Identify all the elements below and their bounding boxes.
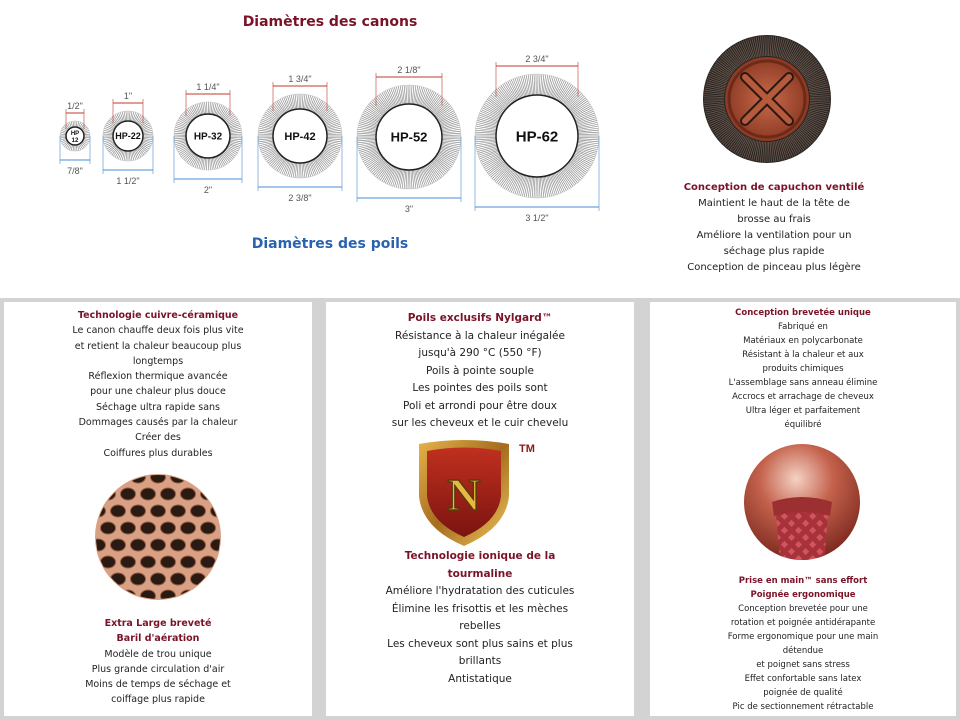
panel2-line: Poils à pointe souple	[426, 364, 534, 377]
panel3-line2: Effet confortable sans latex	[744, 674, 862, 684]
aeration-hole	[151, 539, 166, 551]
panel1-line2: coiffage plus rapide	[111, 694, 205, 706]
barrel-dimension-label: 1"	[123, 91, 133, 101]
panel1-line: Créer des	[135, 432, 181, 444]
panel3-heading: Conception brevetée unique	[735, 308, 871, 318]
vented-cap-line: Améliore la ventilation pour un	[696, 230, 852, 241]
logo-letter: N	[447, 469, 481, 520]
panel-copper-ceramic	[4, 302, 312, 716]
bristle-dimension-label: 2"	[203, 185, 213, 195]
brush-model-label: HP-32	[193, 131, 223, 143]
aeration-hole	[131, 539, 146, 551]
feature-panels	[0, 298, 960, 720]
panel3-heading2: Prise en main™ sans effort	[738, 576, 868, 586]
panel1-line: longtemps	[132, 355, 184, 367]
aeration-hole	[191, 539, 206, 551]
panel3-line2: et poignet sans stress	[756, 660, 850, 670]
panel3-heading2: Poignée ergonomique	[750, 590, 856, 600]
aeration-hole	[141, 522, 156, 534]
panel3-line2: Forme ergonomique pour une main	[727, 632, 879, 642]
aeration-hole	[161, 488, 176, 500]
bristle-dimension-label: 7/8"	[67, 166, 83, 176]
aeration-hole	[151, 472, 166, 483]
panel3-line: L'assemblage sans anneau élimine	[728, 378, 878, 388]
aeration-hole	[111, 573, 126, 585]
panel-nylgard	[326, 302, 634, 716]
aeration-hole	[181, 556, 196, 568]
aeration-hole	[221, 522, 224, 534]
bristle-dimension-label: 3 1/2"	[525, 213, 549, 223]
vented-cap-image	[700, 32, 834, 166]
aeration-hole	[121, 556, 136, 568]
bristle-dimension-label: 3"	[404, 204, 414, 214]
panel1-line2: Moins de temps de séchage et	[85, 679, 231, 691]
aeration-hole	[171, 505, 186, 517]
aeration-hole	[131, 573, 146, 585]
aeration-hole	[121, 522, 136, 534]
aeration-hole	[131, 505, 146, 517]
panel2-line2: Élimine les frisottis et les mèches	[391, 602, 569, 615]
aeration-hole	[151, 505, 166, 517]
panel3-line: Fabriqué en	[778, 322, 828, 332]
panel1-line: Le canon chauffe deux fois plus vite	[72, 325, 244, 337]
aeration-hole	[201, 590, 216, 602]
panel3-line2: détendue	[782, 646, 824, 656]
panel3-line2: Pic de sectionnement rétractable	[732, 702, 874, 712]
panel1-line: Coiffures plus durables	[103, 447, 213, 459]
aeration-hole	[191, 505, 206, 517]
panel-patented-design	[650, 302, 956, 716]
brush-model-label: HP-62	[515, 128, 559, 146]
aeration-hole	[191, 472, 206, 483]
panel2-heading: Poils exclusifs Nylgard™	[407, 312, 553, 324]
panel1-heading: Technologie cuivre-céramique	[77, 310, 239, 321]
nylgard-shield-logo	[414, 436, 544, 551]
panel3-line: Matériaux en polycarbonate	[743, 336, 863, 346]
panel3-line2: rotation et poignée antidérapante	[730, 618, 876, 628]
aeration-hole	[181, 488, 196, 500]
panel2-heading2: Technologie ionique de la	[404, 550, 556, 562]
aeration-hole	[93, 573, 106, 585]
panel3-line2: poignée de qualité	[763, 688, 843, 698]
brush-model-label: HP-52	[390, 129, 428, 145]
brush-model-label: HP-42	[284, 130, 316, 143]
panel1-heading2: Baril d'aération	[116, 633, 200, 645]
vented-cap-line: séchage plus rapide	[723, 246, 825, 257]
panel3-line2: Conception brevetée pour une	[738, 604, 868, 614]
panel2-line: sur les cheveux et le cuir chevelu	[391, 417, 569, 429]
vented-cap-heading: Conception de capuchon ventilé	[683, 182, 865, 193]
aeration-hole	[93, 472, 106, 483]
brush-model-label: 12	[71, 138, 79, 144]
panel2-line2: brillants	[458, 655, 502, 667]
panel2-heading2: tourmaline	[447, 567, 513, 580]
aeration-hole	[111, 472, 126, 483]
vented-cap-text	[662, 180, 886, 276]
barrel-dimension-label: 2 1/8"	[397, 65, 421, 75]
brush-diameter-diagram	[55, 40, 615, 230]
bristle-dimension-label: 2 3/8"	[288, 193, 312, 203]
aeration-hole	[121, 488, 136, 500]
aeration-hole	[93, 522, 96, 534]
aeration-hole	[111, 539, 126, 551]
aeration-hole	[141, 590, 156, 602]
panel1-line: pour une chaleur plus douce	[90, 386, 226, 398]
aeration-hole	[151, 573, 166, 585]
panel1-line2: Modèle de trou unique	[104, 648, 212, 660]
panel3-line: Accrocs et arrachage de cheveux	[732, 392, 874, 402]
vented-cap-line: Maintient le haut de la tête de	[698, 198, 850, 209]
panel3-line: Ultra léger et parfaitement	[745, 406, 861, 416]
panel2-line: Résistance à la chaleur inégalée	[395, 329, 565, 342]
panel2-line: jusqu'à 290 °C (550 °F)	[418, 347, 542, 359]
aeration-hole	[181, 522, 196, 534]
panel2-line: Poli et arrondi pour être doux	[403, 399, 557, 412]
panel1-line2: Plus grande circulation d'air	[91, 663, 225, 675]
panel1-line: Réflexion thermique avancée	[88, 371, 228, 383]
aeration-hole	[93, 590, 96, 602]
panel3-line: produits chimiques	[762, 364, 844, 374]
ergonomic-handle-image	[742, 442, 862, 562]
aeration-hole	[141, 488, 156, 500]
bristle-dimension-label: 1 1/2"	[116, 176, 140, 186]
vented-cap-line: Conception de pinceau plus légère	[687, 262, 861, 273]
aeration-hole	[93, 539, 106, 551]
aeration-hole	[221, 488, 224, 500]
aeration-hole	[161, 590, 176, 602]
aeration-hole	[161, 522, 176, 534]
aeration-hole	[211, 539, 224, 551]
aeration-hole	[171, 539, 186, 551]
brush-model-label: HP	[70, 131, 80, 137]
panel1-line: et retient la chaleur beaucoup plus	[74, 340, 242, 352]
aeration-hole	[211, 472, 224, 483]
panel1-line: Séchage ultra rapide sans	[95, 401, 220, 413]
barrel-dimension-label: 1/2"	[67, 101, 83, 111]
panel2-line2: Améliore l'hydratation des cuticules	[385, 585, 575, 597]
panel2-line2: Les cheveux sont plus sains et plus	[387, 637, 573, 650]
aeration-hole	[201, 522, 216, 534]
aeration-hole	[171, 573, 186, 585]
aeration-barrel-image	[93, 472, 223, 602]
aeration-hole	[93, 556, 96, 568]
panel1-heading2: Extra Large breveté	[104, 618, 212, 629]
aeration-hole	[221, 590, 224, 602]
panel3-line: Résistant à la chaleur et aux	[742, 350, 864, 360]
top-section	[0, 0, 960, 298]
aeration-hole	[141, 556, 156, 568]
aeration-hole	[221, 556, 224, 568]
aeration-hole	[191, 573, 206, 585]
panel3-line: équilibré	[784, 420, 822, 430]
barrel-dimension-label: 2 3/4"	[525, 54, 549, 64]
panel2-line: Les pointes des poils sont	[412, 382, 548, 394]
barrel-dimension-label: 1 3/4"	[288, 74, 312, 84]
logo-trademark: TM	[519, 443, 535, 455]
aeration-hole	[101, 522, 116, 534]
aeration-hole	[93, 488, 96, 500]
vented-cap-line: brosse au frais	[737, 214, 811, 225]
brush-model-label: HP-22	[115, 131, 141, 142]
panel2-line2: rebelles	[459, 620, 501, 632]
aeration-hole	[111, 505, 126, 517]
barrel-diameters-title: Diamètres des canons	[242, 14, 418, 30]
aeration-hole	[161, 556, 176, 568]
aeration-hole	[211, 573, 224, 585]
panel1-line: Dommages causés par la chaleur	[78, 417, 238, 429]
panel2-line2: Antistatique	[448, 672, 512, 685]
barrel-dimension-label: 1 1/4"	[196, 82, 220, 92]
aeration-hole	[101, 590, 116, 602]
bristle-diameters-title: Diamètres des poils	[251, 236, 409, 252]
